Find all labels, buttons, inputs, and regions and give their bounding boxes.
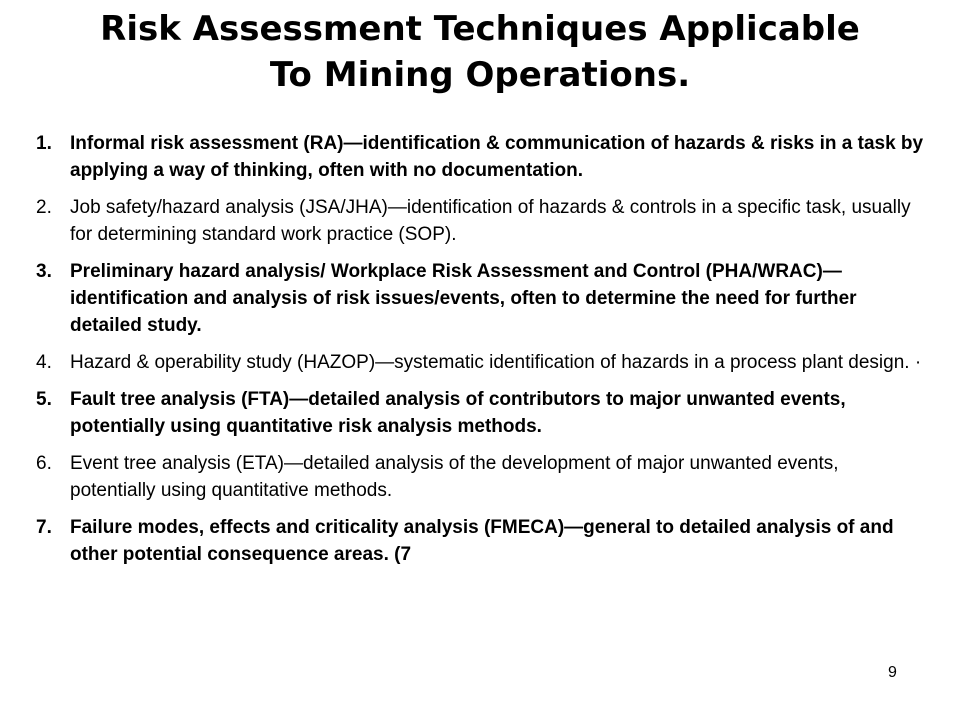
slide-title-line-2: To Mining Operations. — [269, 55, 691, 95]
list-item-fta — [36, 386, 926, 440]
list-item-text: Hazard & operability study (HAZOP)—systematic identification of hazards in a process plant design. · — [70, 352, 922, 373]
slide-title — [0, 6, 960, 98]
list-item-number: 5. — [36, 389, 52, 410]
list-item-text: Informal risk assessment (RA)—identification & communication of hazards & risks in a task by applying a way of thinking, often with no documentation. — [70, 133, 924, 181]
list-item-text: Failure modes, effects and criticality analysis (FMECA)—general to detailed analysis of and other potential consequence areas. (7 — [70, 517, 894, 565]
list-item-number: 6. — [36, 453, 52, 474]
list-item-number: 2. — [36, 197, 52, 218]
list-item-text: Job safety/hazard analysis (JSA/JHA)—identification of hazards & controls in a specific task, usually for determining standard work practice (SOP). — [70, 197, 911, 245]
list-item-hazop — [36, 349, 926, 376]
list-item-number: 3. — [36, 261, 52, 282]
list-item-eta — [36, 450, 926, 504]
list-item-pha-wrac — [36, 258, 926, 339]
list-item-text: Preliminary hazard analysis/ Workplace Risk Assessment and Control (PHA/WRAC)—identification and analysis of risk issues/events, often to determine the need for further detailed study. — [70, 261, 857, 336]
list-item-number: 7. — [36, 517, 52, 538]
list-item-fmeca — [36, 514, 926, 568]
list-item-jsa-jha — [36, 194, 926, 248]
page-number: 9 — [888, 664, 897, 681]
list-item-text: Event tree analysis (ETA)—detailed analysis of the development of major unwanted events, potentially using quantitative methods. — [70, 453, 839, 501]
slide-title-line-1: Risk Assessment Techniques Applicable — [100, 9, 860, 49]
list-item-informal-ra — [36, 130, 926, 184]
list-item-text: Fault tree analysis (FTA)—detailed analysis of contributors to major unwanted events, potentially using quantitative risk analysis methods. — [70, 389, 846, 437]
technique-list — [36, 130, 926, 578]
list-item-number: 1. — [36, 133, 52, 154]
list-item-number: 4. — [36, 352, 52, 373]
